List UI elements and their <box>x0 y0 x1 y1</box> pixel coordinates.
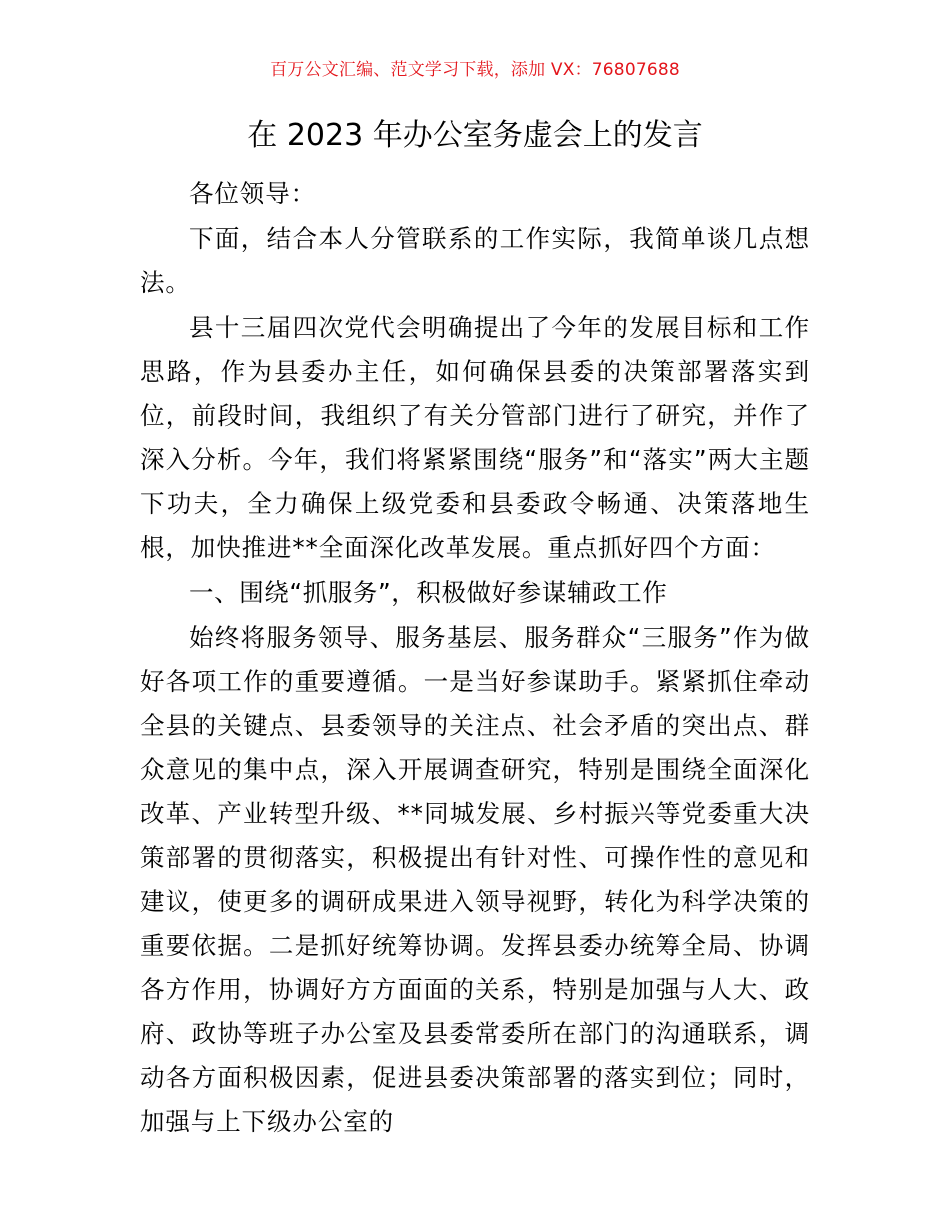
paragraph-overview: 县十三届四次党代会明确提出了今年的发展目标和工作思路，作为县委办主任，如何确保县委的决策部署落实到位，前段时间，我组织了有关分管部门进行了研究，并作了深入分析。今年，我们将紧紧围绕“服务”和“落实”两大主题下功夫，全力确保上级党委和县委政令畅通、决策落地生根，加快推进**全面深化改革发展。重点抓好四个方面： <box>140 313 810 562</box>
salutation: 各位领导： <box>189 179 316 208</box>
document-body <box>140 172 810 1144</box>
document-title: 在 2023 年办公室务虚会上的发言 <box>247 118 703 153</box>
watermark-banner: 百万公文汇编、范文学习下载，添加 VX：76807688 <box>270 60 680 80</box>
section-heading-1: 一、围绕“抓服务”，积极做好参谋辅政工作 <box>189 578 668 607</box>
paragraph-intro: 下面，结合本人分管联系的工作实际，我简单谈几点想法。 <box>140 224 810 297</box>
paragraph-section-1: 始终将服务领导、服务基层、服务群众“三服务”作为做好各项工作的重要遵循。一是当好参谋助手。紧紧抓住牵动全县的关键点、县委领导的关注点、社会矛盾的突出点、群众意见的集中点，深入开展调查研究，特别是围绕全面深化改革、产业转型升级、**同城发展、乡村振兴等党委重大决策部署的贯彻落实，积极提出有针对性、可操作性的意见和建议，使更多的调研成果进入领导视野，转化为科学决策的重要依据。二是抓好统筹协调。发挥县委办统筹全局、协调各方作用，协调好方方面面的关系，特别是加强与人大、政府、政协等班子办公室及县委常委所在部门的沟通联系，调动各方面积极因素，促进县委决策部署的落实到位；同时，加强与上下级办公室的 <box>140 623 810 1136</box>
